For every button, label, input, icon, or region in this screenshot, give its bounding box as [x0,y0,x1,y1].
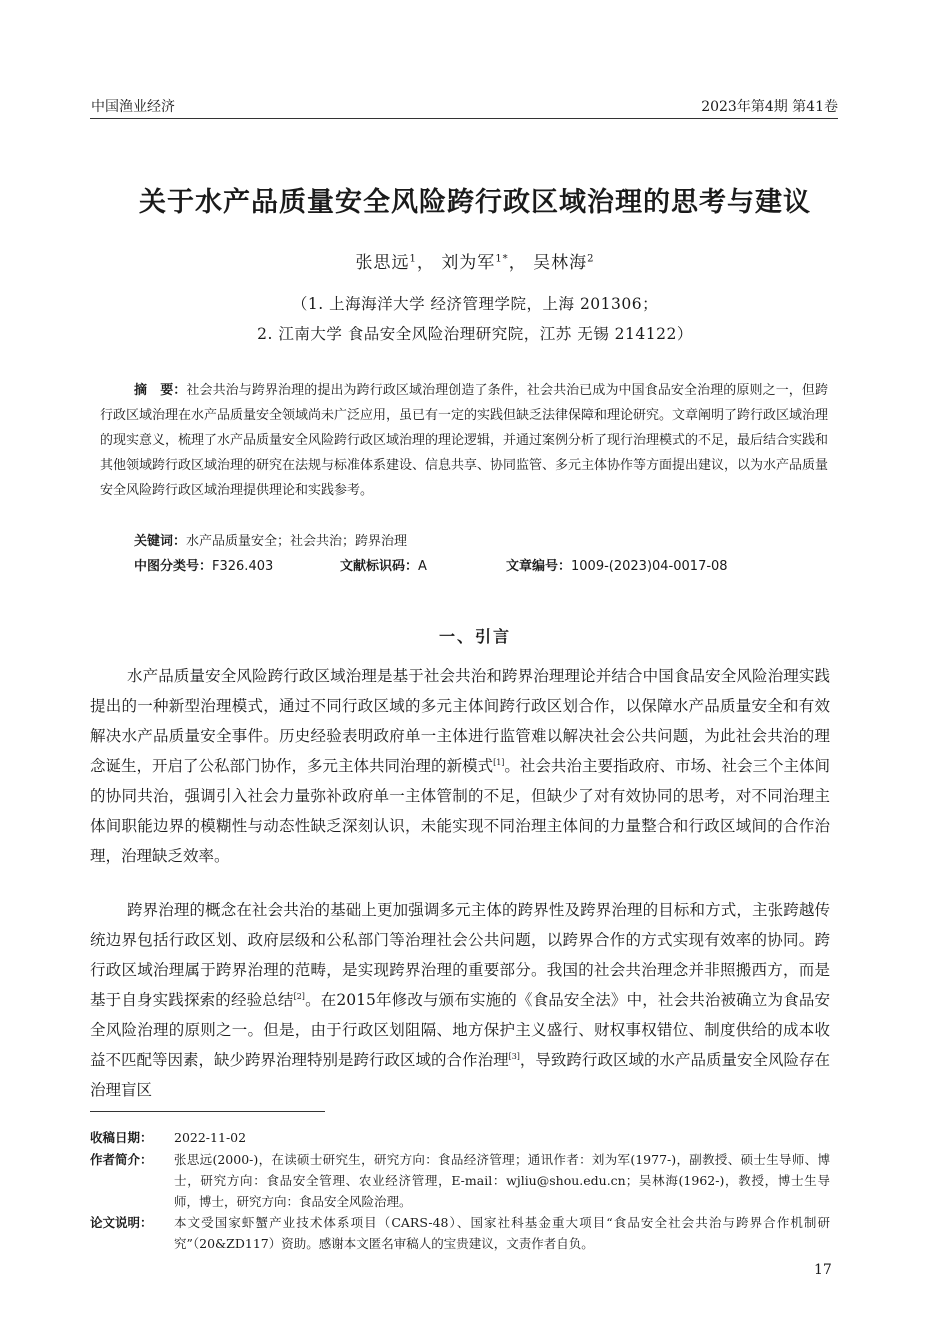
page-number: 17 [814,1262,832,1278]
body-paragraph-2 [90,895,830,1105]
body-paragraph-1 [90,661,830,871]
keywords-text: 水产品质量安全；社会共治；跨界治理 [186,534,408,549]
header-rule [90,118,838,119]
paragraph-text: 跨界治理的概念在社会共治的基础上更加强调多元主体的跨界性及跨界治理的目标和方式，主张跨越传统边界包括行政区划、政府层级和公私部门等治理社会公共问题，以跨界合作的方式实现有效率的协同。跨行政区域治理属于跨界治理的范畴，是实现跨界治理的重要部分。我国的社会共治理念并非照搬西方，而是基于自身实践探索的经验总结 [90,901,830,1009]
footnote-label: 论文说明： [90,1215,153,1230]
clc-value: F326.403 [212,559,274,574]
author-mark: 2 [587,253,595,265]
paragraph-text: 。在2015年修改与颁布实施的《食品安全法》中，社会共治被确立为食品安全风险治理的原则之一。但是，由于行政区划阻隔、地方保护主义盛行、财权事权错位、制度供给的成本收益不匹配等因素，缺少跨界治理特别是跨行政区域的合作治理 [90,991,830,1069]
citation: [3] [508,1051,520,1061]
abstract [100,378,828,503]
footnote-author [90,1149,832,1212]
author-name: 刘为军 [441,253,496,273]
citation: [2] [293,991,305,1001]
author-list: 张思远$^1$， 刘为军$^{1*}$， 吴林海$^2$ [355,253,595,273]
paragraph-text: 水产品质量安全风险跨行政区域治理是基于社会共治和跨界治理理论并结合中国食品安全风险治理实践提出的一种新型治理模式，通过不同行政区域的多元主体间跨行政区划合作，以保障水产品质量安全和有效解决水产品质量安全事件。历史经验表明政府单一主体进行监管难以解决社会公共问题，为此社会共治的理念诞生，开启了公私部门协作，多元主体共同治理的新模式 [90,667,830,775]
article-number [506,555,728,574]
citation: [1] [493,757,505,767]
footnote-rule [90,1111,325,1112]
footnote-label: 收稿日期： [90,1130,153,1145]
clc-label: 中图分类号： [134,559,213,574]
keywords-label: 关键词： [134,534,187,549]
article-value: 1009-(2023)04-0017-08 [571,559,728,574]
footnote-value: 张思远(2000-)，在读硕士研究生，研究方向：食品经济管理；通讯作者：刘为军(1977-)，副教授、硕士生导师、博士，研究方向：食品安全管理、农业经济管理，E-mail：wjliu@shou.edu.cn；吴林海(1962-)，教授，博士生导师，博士，研究方向：食品安全风险治理。 [174,1152,830,1209]
affiliation-2: 2. 江南大学 食品安全风险治理研究院，江苏 无锡 214122） [257,325,693,343]
document-code [340,555,427,574]
paragraph-text: ，导致跨行政区域的水产品质量安全风险存在治理盲区 [90,1051,830,1099]
footnote-value: 本文受国家虾蟹产业技术体系项目（CARS-48）、国家社科基金重大项目“食品安全社会共治与跨界合作机制研究”（20&ZD117）资助。感谢本文匿名审稿人的宝贵建议，文责作者自负。 [174,1215,830,1251]
author-mark: 1* [495,253,509,265]
keywords [134,530,407,549]
clc-number [134,555,273,574]
doc-label: 文献标识码： [340,559,419,574]
doc-value: A [418,559,427,574]
issue-info: 2023年第4期 第41卷 [701,99,838,115]
author-name: 张思远 [355,253,410,273]
journal-name: 中国渔业经济 [91,99,175,115]
author-mark: 1 [409,253,417,265]
footnote-label: 作者简介： [90,1152,153,1167]
paragraph-text: 。社会共治主要指政府、市场、社会三个主体间的协同共治，强调引入社会力量弥补政府单一主体管制的不足，但缺少了对有效协同的思考，对不同治理主体间职能边界的模糊性与动态性缺乏深刻认识，未能实现不同治理主体间的力量整合和行政区域间的合作治理，治理缺乏效率。 [90,757,830,865]
footnote-received [90,1127,832,1148]
abstract-text: 社会共治与跨界治理的提出为跨行政区域治理创造了条件，社会共治已成为中国食品安全治理的原则之一，但跨行政区域治理在水产品质量安全领域尚未广泛应用，虽已有一定的实践但缺乏法律保障和理论研究。文章阐明了跨行政区域治理的现实意义，梳理了水产品质量安全风险跨行政区域治理的理论逻辑，并通过案例分析了现行治理模式的不足，最后结合实践和其他领域跨行政区域治理的研究在法规与标准体系建设、信息共享、协同监管、多元主体协作等方面提出建议，以为水产品质量安全风险跨行政区域治理提供理论和实践参考。 [100,383,829,498]
footnote-value: 2022-11-02 [174,1130,247,1145]
author-name: 吴林海 [533,253,588,273]
affiliation-1: （1. 上海海洋大学 经济管理学院，上海 201306； [291,295,659,313]
footnote-note [90,1212,832,1254]
abstract-label: 摘 要： [134,383,187,398]
article-title: 关于水产品质量安全风险跨行政区域治理的思考与建议 [139,187,811,218]
article-label: 文章编号： [506,559,572,574]
section-heading: 一、引言 [438,627,511,646]
